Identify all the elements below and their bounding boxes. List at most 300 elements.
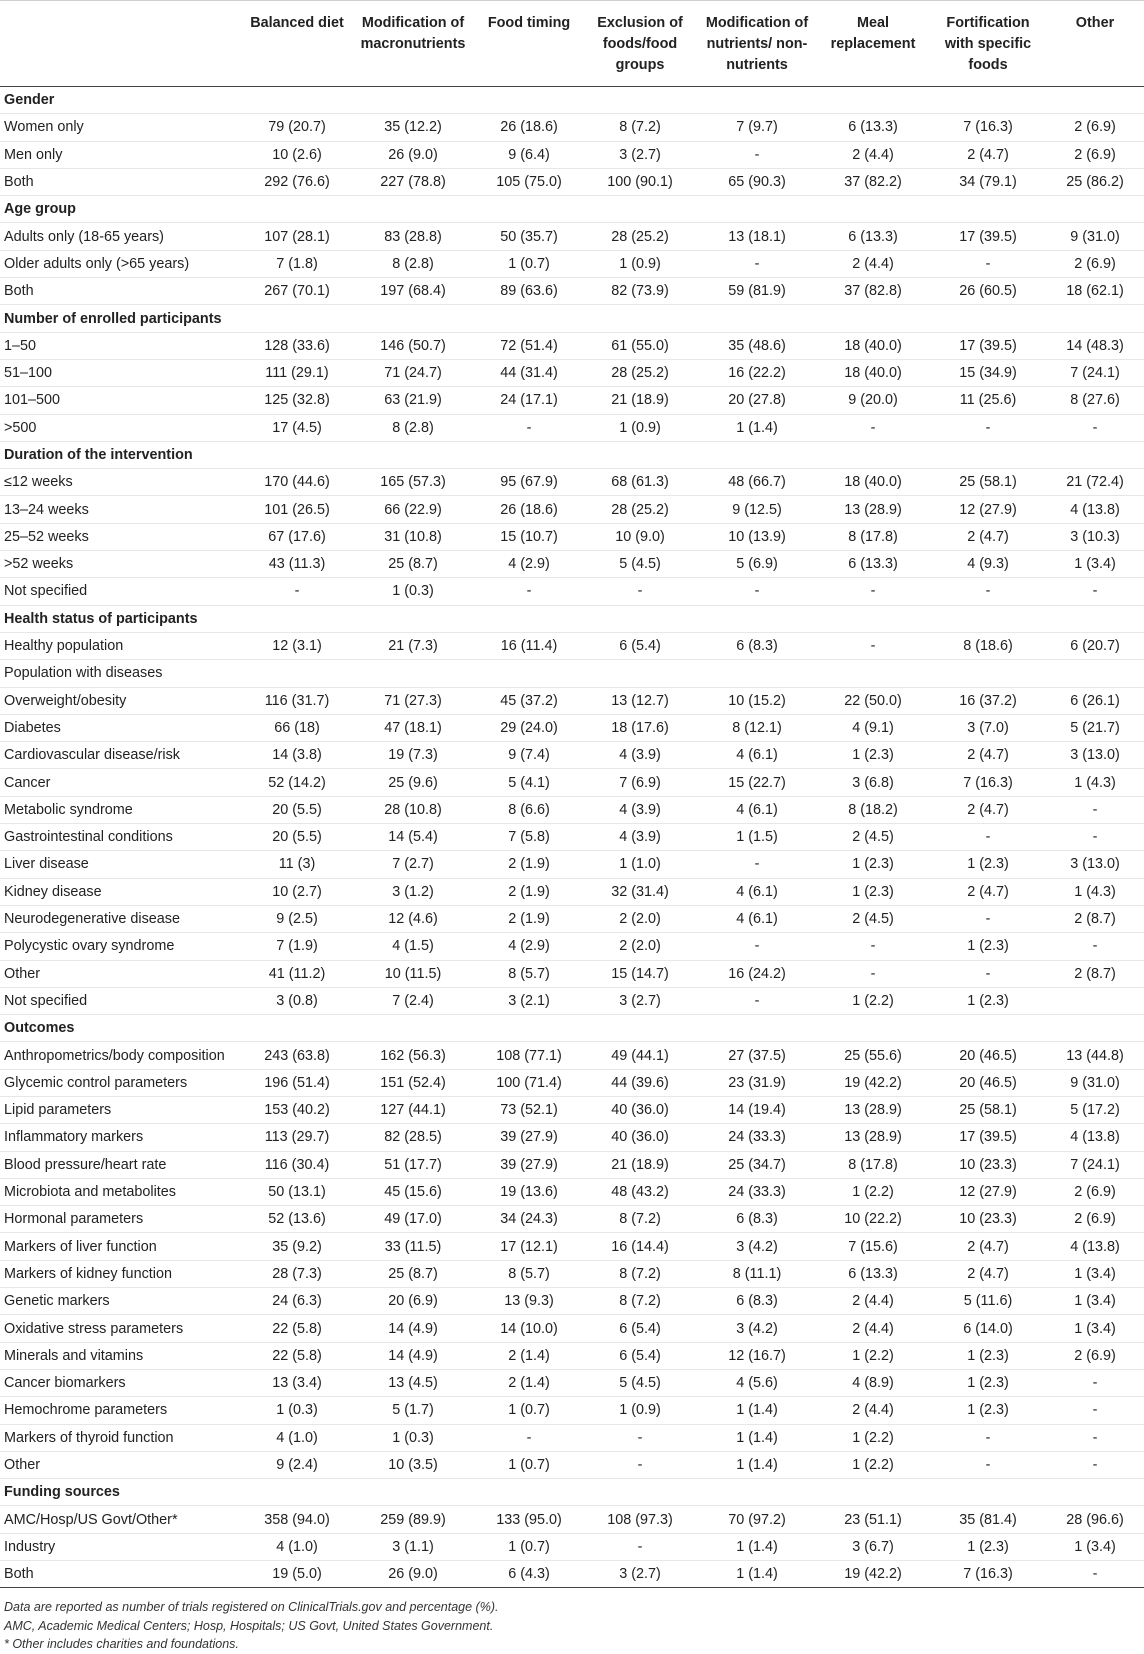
table-row — [0, 1069, 1144, 1096]
table-cell: 8 (17.8) — [816, 1151, 930, 1178]
table-cell: 65 (90.3) — [698, 168, 816, 195]
section-title: Age group — [0, 196, 1144, 223]
table-cell: 4 (1.0) — [244, 1424, 350, 1451]
table-cell: 6 (20.7) — [1046, 632, 1144, 659]
table-cell: 105 (75.0) — [476, 168, 582, 195]
table-cell: 2 (4.7) — [930, 523, 1046, 550]
table-cell: 45 (37.2) — [476, 687, 582, 714]
table-cell: 22 (5.8) — [244, 1342, 350, 1369]
table-cell: 1 (2.2) — [816, 1342, 930, 1369]
table-cell: 11 (3) — [244, 851, 350, 878]
table-cell: 2 (4.7) — [930, 1260, 1046, 1287]
table-cell: 22 (5.8) — [244, 1315, 350, 1342]
section-title: Number of enrolled participants — [0, 305, 1144, 332]
section-header-row — [0, 305, 1144, 332]
table-cell: 165 (57.3) — [350, 469, 476, 496]
section-header-row — [0, 1015, 1144, 1042]
table-row — [0, 714, 1144, 741]
table-cell: 1 (3.4) — [1046, 1260, 1144, 1287]
row-label: Adults only (18-65 years) — [0, 223, 244, 250]
table-cell: 100 (90.1) — [582, 168, 698, 195]
table-cell: 1 (1.4) — [698, 1561, 816, 1588]
table-cell: 1 (2.3) — [930, 1397, 1046, 1424]
table-cell: 2 (4.5) — [816, 905, 930, 932]
table-cell: 50 (13.1) — [244, 1178, 350, 1205]
table-row — [0, 250, 1144, 277]
table-cell: 1 (0.7) — [476, 1533, 582, 1560]
section-title: Duration of the intervention — [0, 441, 1144, 468]
table-cell: 8 (7.2) — [582, 1288, 698, 1315]
row-label: Blood pressure/heart rate — [0, 1151, 244, 1178]
table-cell: 116 (30.4) — [244, 1151, 350, 1178]
table-cell: 29 (24.0) — [476, 714, 582, 741]
table-cell: 6 (8.3) — [698, 1288, 816, 1315]
table-cell: 6 (5.4) — [582, 1315, 698, 1342]
table-cell: 1 (1.4) — [698, 1397, 816, 1424]
table-cell: 7 (16.3) — [930, 1561, 1046, 1588]
section-header-row — [0, 605, 1144, 632]
table-row — [0, 1533, 1144, 1560]
table-cell: 9 (6.4) — [476, 141, 582, 168]
table-cell: 66 (22.9) — [350, 496, 476, 523]
table-cell: 28 (25.2) — [582, 359, 698, 386]
section-header-row — [0, 196, 1144, 223]
table-cell: 2 (1.4) — [476, 1342, 582, 1369]
table-cell: 47 (18.1) — [350, 714, 476, 741]
table-row — [0, 1369, 1144, 1396]
table-cell: 4 (3.9) — [582, 824, 698, 851]
table-cell: 8 (17.8) — [816, 523, 930, 550]
header-cell-fortification: Fortification with specific foods — [930, 1, 1046, 87]
table-cell: 1 (0.9) — [582, 414, 698, 441]
table-cell: - — [816, 960, 930, 987]
table-row — [0, 1315, 1144, 1342]
table-cell: 67 (17.6) — [244, 523, 350, 550]
table-row — [0, 632, 1144, 659]
table-cell: 13 (44.8) — [1046, 1042, 1144, 1069]
row-label: Genetic markers — [0, 1288, 244, 1315]
table-cell: 6 (4.3) — [476, 1561, 582, 1588]
table-row — [0, 1288, 1144, 1315]
table-row — [0, 1233, 1144, 1260]
table-row — [0, 523, 1144, 550]
row-label: Lipid parameters — [0, 1096, 244, 1123]
table-cell: 2 (6.9) — [1046, 114, 1144, 141]
table-row — [0, 1206, 1144, 1233]
table-cell: 14 (3.8) — [244, 742, 350, 769]
table-cell: - — [476, 578, 582, 605]
table-cell: 10 (2.7) — [244, 878, 350, 905]
table-cell: 66 (18) — [244, 714, 350, 741]
table-cell: 2 (4.4) — [816, 141, 930, 168]
table-row — [0, 1424, 1144, 1451]
table-row — [0, 1506, 1144, 1533]
table-cell: 25 (8.7) — [350, 551, 476, 578]
row-label: Oxidative stress parameters — [0, 1315, 244, 1342]
row-label: Both — [0, 278, 244, 305]
table-cell: 358 (94.0) — [244, 1506, 350, 1533]
table-cell: 20 (46.5) — [930, 1069, 1046, 1096]
row-label: Older adults only (>65 years) — [0, 250, 244, 277]
table-cell: 20 (5.5) — [244, 796, 350, 823]
table-cell: 31 (10.8) — [350, 523, 476, 550]
table-cell: - — [930, 1424, 1046, 1451]
row-label: 51–100 — [0, 359, 244, 386]
table-cell: 1 (0.9) — [582, 1397, 698, 1424]
table-cell: - — [582, 578, 698, 605]
table-cell: 79 (20.7) — [244, 114, 350, 141]
table-cell: 1 (1.4) — [698, 1451, 816, 1478]
table-cell: - — [816, 578, 930, 605]
table-cell: 25 (58.1) — [930, 1096, 1046, 1123]
table-cell: 4 (6.1) — [698, 796, 816, 823]
table-cell: 6 (13.3) — [816, 551, 930, 578]
table-cell: 7 (15.6) — [816, 1233, 930, 1260]
table-cell: 2 (4.7) — [930, 1233, 1046, 1260]
table-cell: 52 (14.2) — [244, 769, 350, 796]
table-cell: 13 (12.7) — [582, 687, 698, 714]
table-cell: 4 (1.0) — [244, 1533, 350, 1560]
table-cell: 1 (1.4) — [698, 1424, 816, 1451]
table-cell: 18 (40.0) — [816, 469, 930, 496]
table-cell: 16 (11.4) — [476, 632, 582, 659]
row-label: Markers of liver function — [0, 1233, 244, 1260]
table-row — [0, 359, 1144, 386]
table-cell: - — [476, 1424, 582, 1451]
table-cell — [698, 660, 816, 687]
table-cell: 9 (20.0) — [816, 387, 930, 414]
table-cell: - — [476, 414, 582, 441]
section-title: Outcomes — [0, 1015, 1144, 1042]
table-cell — [816, 660, 930, 687]
table-cell: 44 (31.4) — [476, 359, 582, 386]
row-label: Gastrointestinal conditions — [0, 824, 244, 851]
table-cell: 35 (81.4) — [930, 1506, 1046, 1533]
table-cell: 24 (33.3) — [698, 1178, 816, 1205]
table-cell: 5 (17.2) — [1046, 1096, 1144, 1123]
table-cell: 1 (2.2) — [816, 1178, 930, 1205]
table-cell: 267 (70.1) — [244, 278, 350, 305]
row-label: ≤12 weeks — [0, 469, 244, 496]
table-cell: 3 (13.0) — [1046, 851, 1144, 878]
table-cell: 23 (31.9) — [698, 1069, 816, 1096]
table-cell: 8 (18.6) — [930, 632, 1046, 659]
row-label: Population with diseases — [0, 660, 244, 687]
table-header — [0, 1, 1144, 87]
table-row — [0, 496, 1144, 523]
table-row — [0, 960, 1144, 987]
table-cell: 52 (13.6) — [244, 1206, 350, 1233]
table-cell: 2 (1.9) — [476, 878, 582, 905]
table-cell: 2 (4.4) — [816, 1315, 930, 1342]
table-cell: 4 (1.5) — [350, 933, 476, 960]
table-cell: 40 (36.0) — [582, 1096, 698, 1123]
table-cell: 82 (73.9) — [582, 278, 698, 305]
table-cell: 12 (27.9) — [930, 496, 1046, 523]
table-cell: 13 (28.9) — [816, 1096, 930, 1123]
table-cell: 197 (68.4) — [350, 278, 476, 305]
table-cell: 3 (2.1) — [476, 987, 582, 1014]
table-cell: 26 (18.6) — [476, 114, 582, 141]
section-title: Gender — [0, 87, 1144, 114]
row-label: Industry — [0, 1533, 244, 1560]
table-cell: 33 (11.5) — [350, 1233, 476, 1260]
row-label: Both — [0, 168, 244, 195]
table-cell: 108 (77.1) — [476, 1042, 582, 1069]
table-cell: 5 (4.5) — [582, 1369, 698, 1396]
table-cell: 15 (10.7) — [476, 523, 582, 550]
table-cell: 3 (2.7) — [582, 141, 698, 168]
table-cell: - — [1046, 1561, 1144, 1588]
table-cell: 1 (0.7) — [476, 1451, 582, 1478]
table-cell: - — [816, 933, 930, 960]
table-cell: 3 (6.8) — [816, 769, 930, 796]
table-cell: 8 (6.6) — [476, 796, 582, 823]
table-cell: - — [582, 1451, 698, 1478]
table-cell: 6 (8.3) — [698, 1206, 816, 1233]
table-cell — [244, 660, 350, 687]
row-label: Cancer — [0, 769, 244, 796]
table-cell: 10 (15.2) — [698, 687, 816, 714]
table-row — [0, 1178, 1144, 1205]
table-cell: 82 (28.5) — [350, 1124, 476, 1151]
table-cell: - — [244, 578, 350, 605]
table-row — [0, 769, 1144, 796]
table-cell: 13 (28.9) — [816, 496, 930, 523]
table-cell: - — [1046, 1369, 1144, 1396]
row-label: >52 weeks — [0, 551, 244, 578]
table-cell: - — [930, 905, 1046, 932]
table-cell — [350, 660, 476, 687]
table-row — [0, 660, 1144, 687]
table-cell: 34 (79.1) — [930, 168, 1046, 195]
table-cell: 2 (1.4) — [476, 1369, 582, 1396]
table-cell: 39 (27.9) — [476, 1124, 582, 1151]
table-cell: 34 (24.3) — [476, 1206, 582, 1233]
table-row — [0, 851, 1144, 878]
table-row — [0, 1397, 1144, 1424]
table-cell: 6 (13.3) — [816, 114, 930, 141]
table-row — [0, 742, 1144, 769]
table-cell: 3 (2.7) — [582, 1561, 698, 1588]
row-label: Liver disease — [0, 851, 244, 878]
table-cell: 13 (18.1) — [698, 223, 816, 250]
row-label: Both — [0, 1561, 244, 1588]
table-row — [0, 987, 1144, 1014]
table-cell: 3 (4.2) — [698, 1233, 816, 1260]
row-label: Overweight/obesity — [0, 687, 244, 714]
table-cell: 3 (4.2) — [698, 1315, 816, 1342]
table-cell: 1 (2.3) — [930, 1533, 1046, 1560]
table-cell: 4 (6.1) — [698, 742, 816, 769]
table-cell: 37 (82.2) — [816, 168, 930, 195]
table-cell — [476, 660, 582, 687]
table-cell: 1 (0.7) — [476, 1397, 582, 1424]
row-label: Not specified — [0, 987, 244, 1014]
table-cell: 133 (95.0) — [476, 1506, 582, 1533]
row-label: Women only — [0, 114, 244, 141]
table-cell: 21 (18.9) — [582, 387, 698, 414]
table-cell: 20 (5.5) — [244, 824, 350, 851]
table-cell: 25 (9.6) — [350, 769, 476, 796]
table-cell: 9 (31.0) — [1046, 1069, 1144, 1096]
table-cell: - — [930, 824, 1046, 851]
row-label: Not specified — [0, 578, 244, 605]
section-title: Funding sources — [0, 1479, 1144, 1506]
table-cell: 4 (8.9) — [816, 1369, 930, 1396]
table-cell: 111 (29.1) — [244, 359, 350, 386]
table-cell: 2 (2.0) — [582, 933, 698, 960]
row-label: Microbiota and metabolites — [0, 1178, 244, 1205]
table-cell: 125 (32.8) — [244, 387, 350, 414]
table-cell: 1 (0.3) — [350, 1424, 476, 1451]
table-cell: 128 (33.6) — [244, 332, 350, 359]
table-cell: 71 (27.3) — [350, 687, 476, 714]
table-cell: 21 (18.9) — [582, 1151, 698, 1178]
table-cell: 7 (9.7) — [698, 114, 816, 141]
table-cell: 3 (2.7) — [582, 987, 698, 1014]
table-cell: 8 (12.1) — [698, 714, 816, 741]
table-cell: 28 (7.3) — [244, 1260, 350, 1287]
table-cell: 16 (22.2) — [698, 359, 816, 386]
row-label: Hemochrome parameters — [0, 1397, 244, 1424]
row-label: 1–50 — [0, 332, 244, 359]
table-cell: 18 (17.6) — [582, 714, 698, 741]
table-cell: 1 (4.3) — [1046, 769, 1144, 796]
table-cell: 1 (1.4) — [698, 1533, 816, 1560]
table-cell: 16 (24.2) — [698, 960, 816, 987]
table-cell: 9 (7.4) — [476, 742, 582, 769]
table-cell: 14 (4.9) — [350, 1315, 476, 1342]
table-cell: 10 (22.2) — [816, 1206, 930, 1233]
table-cell: 10 (23.3) — [930, 1151, 1046, 1178]
table-cell: 7 (2.7) — [350, 851, 476, 878]
table-cell: - — [698, 851, 816, 878]
row-label: Markers of thyroid function — [0, 1424, 244, 1451]
table-cell: 18 (40.0) — [816, 332, 930, 359]
footnote: Data are reported as number of trials registered on ClinicalTrials.gov and percentage (%). — [4, 1600, 499, 1615]
table-body — [0, 87, 1144, 1588]
table-cell: - — [1046, 1397, 1144, 1424]
row-label: Inflammatory markers — [0, 1124, 244, 1151]
table-cell: 292 (76.6) — [244, 168, 350, 195]
row-label: Glycemic control parameters — [0, 1069, 244, 1096]
table-cell: 10 (23.3) — [930, 1206, 1046, 1233]
table-cell: 37 (82.8) — [816, 278, 930, 305]
table-cell: 22 (50.0) — [816, 687, 930, 714]
header-cell-exclusion-of-foods: Exclusion of foods/food groups — [582, 1, 698, 87]
table-cell: 20 (46.5) — [930, 1042, 1046, 1069]
table-cell: 83 (28.8) — [350, 223, 476, 250]
table-cell: - — [1046, 414, 1144, 441]
table-cell: 101 (26.5) — [244, 496, 350, 523]
table-cell: - — [930, 250, 1046, 277]
table-cell: 2 (4.4) — [816, 1397, 930, 1424]
table-row — [0, 1096, 1144, 1123]
table-cell: 151 (52.4) — [350, 1069, 476, 1096]
table-cell: 8 (7.2) — [582, 1206, 698, 1233]
table-cell: 1 (2.3) — [816, 878, 930, 905]
table-cell: 95 (67.9) — [476, 469, 582, 496]
table-cell: 40 (36.0) — [582, 1124, 698, 1151]
row-label: Diabetes — [0, 714, 244, 741]
table-cell: 170 (44.6) — [244, 469, 350, 496]
table-cell: 8 (2.8) — [350, 250, 476, 277]
row-label: Other — [0, 1451, 244, 1478]
section-title: Health status of participants — [0, 605, 1144, 632]
table-cell: 10 (2.6) — [244, 141, 350, 168]
table-cell: 12 (27.9) — [930, 1178, 1046, 1205]
table-cell: - — [1046, 933, 1144, 960]
table-row — [0, 141, 1144, 168]
table-cell: 7 (1.9) — [244, 933, 350, 960]
table-row — [0, 824, 1144, 851]
table-cell: 26 (18.6) — [476, 496, 582, 523]
table-cell: 15 (22.7) — [698, 769, 816, 796]
table-cell: 41 (11.2) — [244, 960, 350, 987]
table-cell: 13 (28.9) — [816, 1124, 930, 1151]
table-cell: 1 (2.2) — [816, 987, 930, 1014]
header-cell-other: Other — [1046, 1, 1144, 87]
table-cell: 13 (9.3) — [476, 1288, 582, 1315]
footnote: AMC, Academic Medical Centers; Hosp, Hospitals; US Govt, United States Government. — [4, 1618, 494, 1633]
table-cell: 13 (3.4) — [244, 1369, 350, 1396]
table-cell: - — [698, 578, 816, 605]
table-row — [0, 551, 1144, 578]
table-cell: 19 (13.6) — [476, 1178, 582, 1205]
table-cell: - — [930, 578, 1046, 605]
table-cell: 6 (14.0) — [930, 1315, 1046, 1342]
table-cell: 1 (1.5) — [698, 824, 816, 851]
table-cell: 12 (3.1) — [244, 632, 350, 659]
row-label: Healthy population — [0, 632, 244, 659]
table-cell: 59 (81.9) — [698, 278, 816, 305]
table-cell: 4 (3.9) — [582, 796, 698, 823]
table-cell: 153 (40.2) — [244, 1096, 350, 1123]
table-cell: 28 (10.8) — [350, 796, 476, 823]
table-cell: - — [1046, 824, 1144, 851]
table-cell: 7 (24.1) — [1046, 1151, 1144, 1178]
table-cell: 6 (13.3) — [816, 1260, 930, 1287]
table-cell: 2 (4.7) — [930, 742, 1046, 769]
table-cell: 1 (0.9) — [582, 250, 698, 277]
table-cell: 2 (4.4) — [816, 1288, 930, 1315]
table-cell: 4 (9.1) — [816, 714, 930, 741]
table-cell: 8 (7.2) — [582, 1260, 698, 1287]
table-cell: 1 (2.3) — [816, 742, 930, 769]
row-label: Cardiovascular disease/risk — [0, 742, 244, 769]
table-cell: 28 (96.6) — [1046, 1506, 1144, 1533]
table-cell: 21 (72.4) — [1046, 469, 1144, 496]
table-cell: 14 (19.4) — [698, 1096, 816, 1123]
table-cell: 6 (5.4) — [582, 1342, 698, 1369]
table-cell: 1 (0.3) — [350, 578, 476, 605]
table-cell: 26 (9.0) — [350, 1561, 476, 1588]
table-cell: 18 (40.0) — [816, 359, 930, 386]
table-cell: 26 (9.0) — [350, 141, 476, 168]
table-row — [0, 1124, 1144, 1151]
table-cell: 17 (39.5) — [930, 332, 1046, 359]
table-cell: 113 (29.7) — [244, 1124, 350, 1151]
row-label: Minerals and vitamins — [0, 1342, 244, 1369]
header-cell-modification-of-nutrients: Modification of nutrients/ non-nutrients — [698, 1, 816, 87]
table-row — [0, 796, 1144, 823]
table-cell: 45 (15.6) — [350, 1178, 476, 1205]
table-cell: 8 (11.1) — [698, 1260, 816, 1287]
table-cell: 1 (3.4) — [1046, 1288, 1144, 1315]
table-cell: 32 (31.4) — [582, 878, 698, 905]
table-cell: 10 (3.5) — [350, 1451, 476, 1478]
